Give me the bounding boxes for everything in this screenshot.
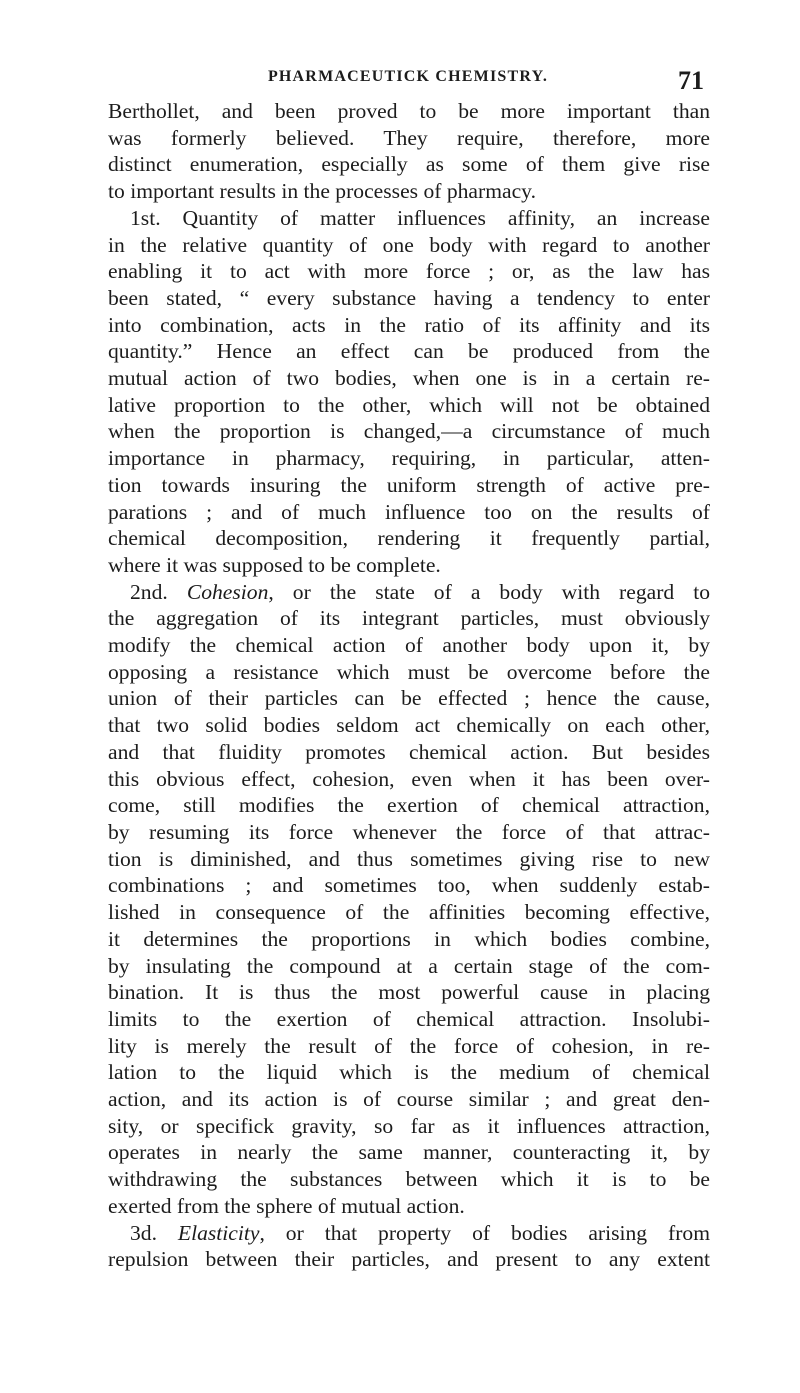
defined-term: Elasticity xyxy=(177,1220,260,1245)
text-line: was formerly believed. They require, therefore, more xyxy=(108,125,710,150)
text-line: chemical decomposition, rendering it frequently partial, xyxy=(108,526,710,551)
text-line: lative proportion to the other, which will not be obtained xyxy=(108,392,710,417)
text-line: bination. It is thus the most powerful cause in placing xyxy=(108,980,710,1005)
text-line: lity is merely the result of the force of cohesion, in re- xyxy=(108,1033,710,1058)
text-line: 3d. Elasticity, or that property of bodies arising from xyxy=(130,1220,710,1245)
text-line: modify the chemical action of another body upon it, by xyxy=(108,633,710,658)
text-line: quantity.” Hence an effect can be produced from the xyxy=(108,339,710,364)
text-line: been stated, “ every substance having a tendency to enter xyxy=(108,285,710,310)
text-line: operates in nearly the same manner, counteracting it, by xyxy=(108,1140,710,1165)
text-line: sity, or specifick gravity, so far as it influences attraction, xyxy=(108,1113,710,1138)
text-line: repulsion between their particles, and present to any extent xyxy=(108,1247,710,1272)
text-line: parations ; and of much influence too on the results of xyxy=(108,499,710,524)
text-line: when the proportion is changed,—a circumstance of much xyxy=(108,419,710,444)
text-line: importance in pharmacy, requiring, in particular, atten- xyxy=(108,446,710,471)
text-line: action, and its action is of course similar ; and great den- xyxy=(108,1087,710,1112)
text-line: by insulating the compound at a certain stage of the com- xyxy=(108,953,710,978)
paragraph-cohesion xyxy=(108,579,710,1220)
text-line: enabling it to act with more force ; or, as the law has xyxy=(108,259,710,284)
body-text xyxy=(108,98,710,1273)
text-line: by resuming its force whenever the force of that attrac- xyxy=(108,819,710,844)
page-number: 71 xyxy=(678,66,704,95)
text-line: Berthollet, and been proved to be more important than xyxy=(108,99,710,123)
text-line: where it was supposed to be complete. xyxy=(108,552,441,577)
text-line: to important results in the processes of pharmacy. xyxy=(108,179,536,204)
text-line: 2nd. Cohesion, or the state of a body with regard to xyxy=(130,579,710,604)
defined-term: Cohesion xyxy=(186,579,269,604)
text-line: mutual action of two bodies, when one is in a certain re- xyxy=(108,366,710,391)
paragraph-elasticity xyxy=(108,1220,710,1273)
text-line: union of their particles can be effected ; hence the cause, xyxy=(108,686,710,711)
text-line: in the relative quantity of one body with regard to another xyxy=(108,232,710,257)
text-line: combinations ; and sometimes too, when suddenly estab- xyxy=(108,873,710,898)
text-line: and that fluidity promotes chemical action. But besides xyxy=(108,739,710,764)
text-line: exerted from the sphere of mutual action. xyxy=(108,1193,465,1218)
text-line: into combination, acts in the ratio of its affinity and its xyxy=(108,312,710,337)
text-line: the aggregation of its integrant particles, must obviously xyxy=(108,606,710,631)
text-line: it determines the proportions in which bodies combine, xyxy=(108,926,710,951)
paragraph-quantity-of-matter xyxy=(108,205,710,579)
text-line: 1st. Quantity of matter influences affinity, an increase xyxy=(130,205,710,230)
running-title: PHARMACEUTICK CHEMISTRY. xyxy=(267,68,549,85)
text-line: lished in consequence of the affinities becoming effective, xyxy=(108,900,710,925)
paragraph-continuation xyxy=(108,98,710,205)
text-line: that two solid bodies seldom act chemically on each other, xyxy=(108,713,710,738)
text-line: distinct enumeration, especially as some of them give rise xyxy=(108,152,710,177)
running-head xyxy=(108,60,708,96)
text-line: come, still modifies the exertion of chemical attraction, xyxy=(108,793,710,818)
text-line: withdrawing the substances between which it is to be xyxy=(108,1167,710,1192)
text-line: opposing a resistance which must be overcome before the xyxy=(108,659,710,684)
text-line: tion towards insuring the uniform strength of active pre- xyxy=(108,472,710,497)
text-line: limits to the exertion of chemical attraction. Insolubi- xyxy=(108,1006,710,1031)
text-line: this obvious effect, cohesion, even when it has been over- xyxy=(108,766,710,791)
text-line: tion is diminished, and thus sometimes giving rise to new xyxy=(108,846,710,871)
text-line: lation to the liquid which is the medium of chemical xyxy=(108,1060,710,1085)
